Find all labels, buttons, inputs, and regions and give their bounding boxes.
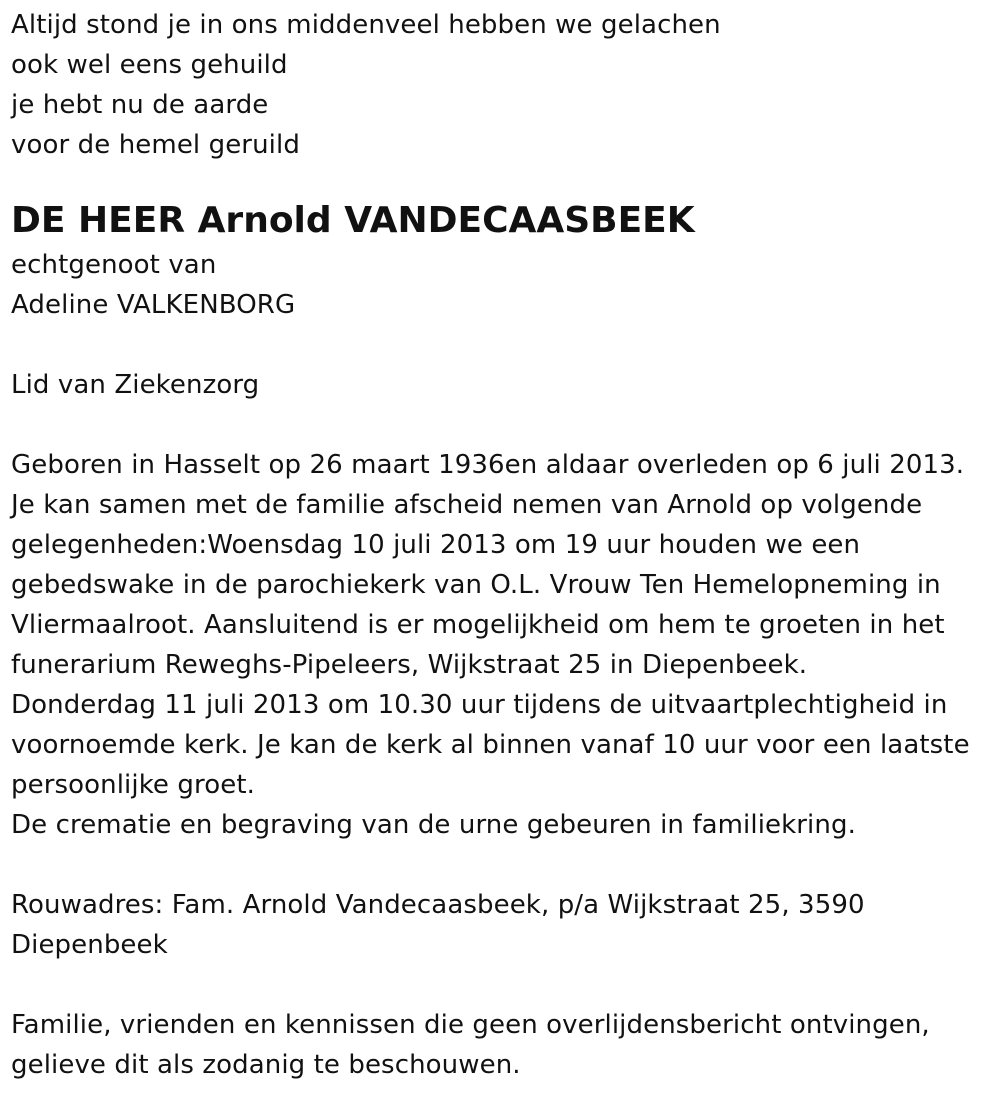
closing-note <box>11 1005 996 1085</box>
announcement-line: funerarium Reweghs-Pipeleers, Wijkstraat 25 in Diepenbeek. <box>11 650 808 680</box>
poem <box>11 0 996 165</box>
announcement-line: De crematie en begraving van de urne gebeuren in familiekring. <box>11 810 856 840</box>
spacer <box>11 965 996 1005</box>
announcement-line: persoonlijke groet. <box>11 770 255 800</box>
announcement-line: Je kan samen met de familie afscheid nemen van Arnold op volgende <box>11 490 923 520</box>
spouse-relation: echtgenoot van <box>11 250 217 280</box>
announcement-line: gelegenheden:Woensdag 10 juli 2013 om 19 uur houden we een <box>11 530 861 560</box>
membership: Lid van Ziekenzorg <box>11 370 260 400</box>
spacer <box>11 325 996 365</box>
announcement <box>11 445 996 845</box>
address-line: Rouwadres: Fam. Arnold Vandecaasbeek, p/a Wijkstraat 25, 3590 <box>11 890 865 920</box>
spouse-name: Adeline VALKENBORG <box>11 290 296 320</box>
announcement-line: voornoemde kerk. Je kan de kerk al binnen vanaf 10 uur voor een laatste <box>11 730 970 760</box>
spacer <box>11 845 996 885</box>
announcement-line: Donderdag 11 juli 2013 om 10.30 uur tijdens de uitvaartplechtigheid in <box>11 690 948 720</box>
closing-line: Familie, vrienden en kennissen die geen overlijdensbericht ontvingen, <box>11 1010 930 1040</box>
poem-line: je hebt nu de aarde <box>11 90 269 120</box>
poem-line: ook wel eens gehuild <box>11 50 288 80</box>
poem-line: Altijd stond je in ons middenveel hebben we gelachen <box>11 10 721 40</box>
deceased-name: DE HEER Arnold VANDECAASBEEK <box>11 200 695 241</box>
spacer <box>11 405 996 445</box>
announcement-line: Geboren in Hasselt op 26 maart 1936en aldaar overleden op 6 juli 2013. <box>11 450 965 480</box>
obituary-document <box>11 0 996 1085</box>
address-line: Diepenbeek <box>11 930 168 960</box>
mourning-address <box>11 885 996 965</box>
spacer <box>11 165 996 197</box>
announcement-line: Vliermaalroot. Aansluitend is er mogelijkheid om hem te groeten in het <box>11 610 945 640</box>
closing-line: gelieve dit als zodanig te beschouwen. <box>11 1050 521 1080</box>
announcement-line: gebedswake in de parochiekerk van O.L. Vrouw Ten Hemelopneming in <box>11 570 941 600</box>
poem-line: voor de hemel geruild <box>11 130 300 160</box>
